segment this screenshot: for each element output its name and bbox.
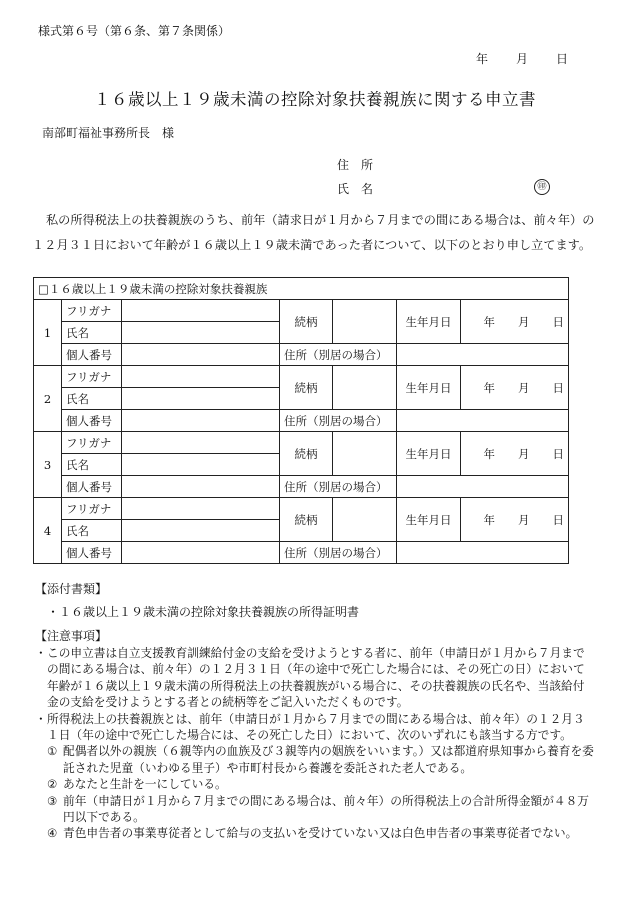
furigana-field[interactable] — [122, 498, 280, 520]
birthdate-label: 生年月日 — [397, 498, 461, 542]
statement-text: 私の所得税法上の扶養親族のうち、前年（請求日が１月から７月までの間にある場合は、前々年）の１２月３１日において年齢が１６歳以上１９歳未満であった者について、以下のとおり申し立てます。 — [32, 213, 595, 252]
name-label: 氏名 — [62, 454, 122, 476]
furigana-label: フリガナ — [62, 498, 122, 520]
attachments-item: ・１６歳以上１９歳未満の控除対象扶養親族の所得証明書 — [47, 605, 360, 619]
relation-label: 続柄 — [280, 366, 333, 410]
table-header: □１６歳以上１９歳未満の控除対象扶養親族 — [34, 278, 569, 300]
note-item: ・ この申立書は自立支援教育訓練給付金の支給を受けようとする者に、前年（申請日が１月から７月までの間にある場合は、前々年）の１２月３１日（年の途中で死亡した場合には、その死亡の日）において年齢が１６歳以上１９歳未満の所得税法上の扶養親族がいる場合に、その扶養親族の氏名や、当該給付金の支給を受けようとする者との続柄等をご記入いただくものです。 — [35, 646, 585, 710]
condition-number: ③ — [47, 793, 58, 808]
notes-heading: 【注意事項】 — [35, 629, 108, 643]
birthdate-field[interactable]: 年 月 日 — [461, 366, 569, 410]
address-label: 住所（別居の場合） — [280, 344, 397, 366]
birthdate-label: 生年月日 — [397, 366, 461, 410]
dependents-table — [33, 277, 569, 564]
address-label: 住所（別居の場合） — [280, 476, 397, 498]
address-field[interactable] — [397, 476, 569, 498]
date-day: 日 — [556, 52, 569, 66]
condition-number: ④ — [47, 826, 58, 841]
seal-mark: ㊞ — [534, 179, 550, 195]
address-field[interactable] — [397, 410, 569, 432]
condition-text: 前年（申請日が１月から７月までの間にある場合は、前々年）の所得税法上の合計所得金額が４８万円以下である。 — [63, 793, 589, 825]
row-number: 2 — [34, 366, 62, 432]
my-number-label: 個人番号 — [62, 542, 122, 564]
document-title: １６歳以上１９歳未満の控除対象扶養親族に関する申立書 — [94, 90, 536, 109]
name-label: 氏 名 — [337, 182, 374, 196]
condition-item — [35, 825, 595, 841]
condition-number: ① — [47, 744, 58, 759]
relation-label: 続柄 — [280, 498, 333, 542]
row-number: 3 — [34, 432, 62, 498]
name-label: 氏名 — [62, 322, 122, 344]
address-field[interactable] — [397, 542, 569, 564]
note-text: この申立書は自立支援教育訓練給付金の支給を受けようとする者に、前年（申請日が１月から７月までの間にある場合は、前々年）の１２月３１日（年の途中で死亡した場合には、その死亡の日）において年齢が１６歳以上１９歳未満の所得税法上の扶養親族がいる場合に、その扶養親族の氏名や、当該給付金の支給を受けようとする者との続柄等をご記入いただくものです。 — [47, 646, 585, 710]
furigana-field[interactable] — [122, 432, 280, 454]
furigana-label: フリガナ — [62, 300, 122, 322]
birthdate-field[interactable]: 年 月 日 — [461, 498, 569, 542]
relation-field[interactable] — [333, 498, 397, 542]
my-number-label: 個人番号 — [62, 344, 122, 366]
attachments-heading: 【添付書類】 — [35, 582, 108, 596]
birthdate-label: 生年月日 — [397, 300, 461, 344]
note-text: 所得税法上の扶養親族とは、前年（申請日が１月から７月までの間にある場合は、前々年）の１２月３１日（年の途中で死亡した場合には、その死亡した日）において、次のいずれにも該当する方です。 — [47, 711, 585, 743]
relation-field[interactable] — [333, 300, 397, 344]
my-number-field[interactable] — [122, 410, 280, 432]
row-number: 4 — [34, 498, 62, 564]
birthdate-label: 生年月日 — [397, 432, 461, 476]
form-number: 様式第６号（第６条、第７条関係） — [38, 24, 231, 38]
address-label: 住所（別居の場合） — [280, 542, 397, 564]
row-number: 1 — [34, 300, 62, 366]
relation-label: 続柄 — [280, 300, 333, 344]
notes-body — [35, 645, 595, 842]
address-field[interactable] — [397, 344, 569, 366]
furigana-field[interactable] — [122, 366, 280, 388]
name-field[interactable] — [122, 322, 280, 344]
my-number-label: 個人番号 — [62, 410, 122, 432]
birthdate-field[interactable]: 年 月 日 — [461, 300, 569, 344]
furigana-label: フリガナ — [62, 432, 122, 454]
address-label: 住 所 — [337, 158, 374, 172]
addressee: 南部町福祉事務所長 様 — [42, 126, 175, 140]
condition-number: ② — [47, 777, 58, 792]
name-label: 氏名 — [62, 388, 122, 410]
condition-item — [35, 776, 595, 792]
relation-field[interactable] — [333, 366, 397, 410]
my-number-field[interactable] — [122, 344, 280, 366]
my-number-field[interactable] — [122, 542, 280, 564]
birthdate-field[interactable]: 年 月 日 — [461, 432, 569, 476]
my-number-label: 個人番号 — [62, 476, 122, 498]
furigana-label: フリガナ — [62, 366, 122, 388]
condition-text: あなたと生計を一にしている。 — [63, 777, 227, 792]
condition-item — [35, 743, 595, 776]
address-label: 住所（別居の場合） — [280, 410, 397, 432]
relation-label: 続柄 — [280, 432, 333, 476]
date-month: 月 — [516, 52, 529, 66]
condition-item — [35, 793, 595, 826]
name-field[interactable] — [122, 520, 280, 542]
note-item: ・ 所得税法上の扶養親族とは、前年（申請日が１月から７月までの間にある場合は、前々年）の１２月３１日（年の途中で死亡した場合には、その死亡した日）において、次のいずれにも該当する方です。 — [35, 711, 585, 743]
furigana-field[interactable] — [122, 300, 280, 322]
condition-text: 配偶者以外の親族（６親等内の血族及び３親等内の姻族をいいます。）又は都道府県知事から養育を委託された児童（いわゆる里子）や市町村長から養護を委託された老人である。 — [63, 744, 594, 775]
my-number-field[interactable] — [122, 476, 280, 498]
date-line — [476, 50, 568, 67]
date-year: 年 — [476, 52, 489, 66]
statement-paragraph — [32, 208, 597, 258]
relation-field[interactable] — [333, 432, 397, 476]
condition-text: 青色申告者の事業専従者として給与の支払いを受けていない又は白色申告者の事業専従者でない。 — [63, 826, 578, 841]
name-field[interactable] — [122, 388, 280, 410]
name-field[interactable] — [122, 454, 280, 476]
name-label: 氏名 — [62, 520, 122, 542]
